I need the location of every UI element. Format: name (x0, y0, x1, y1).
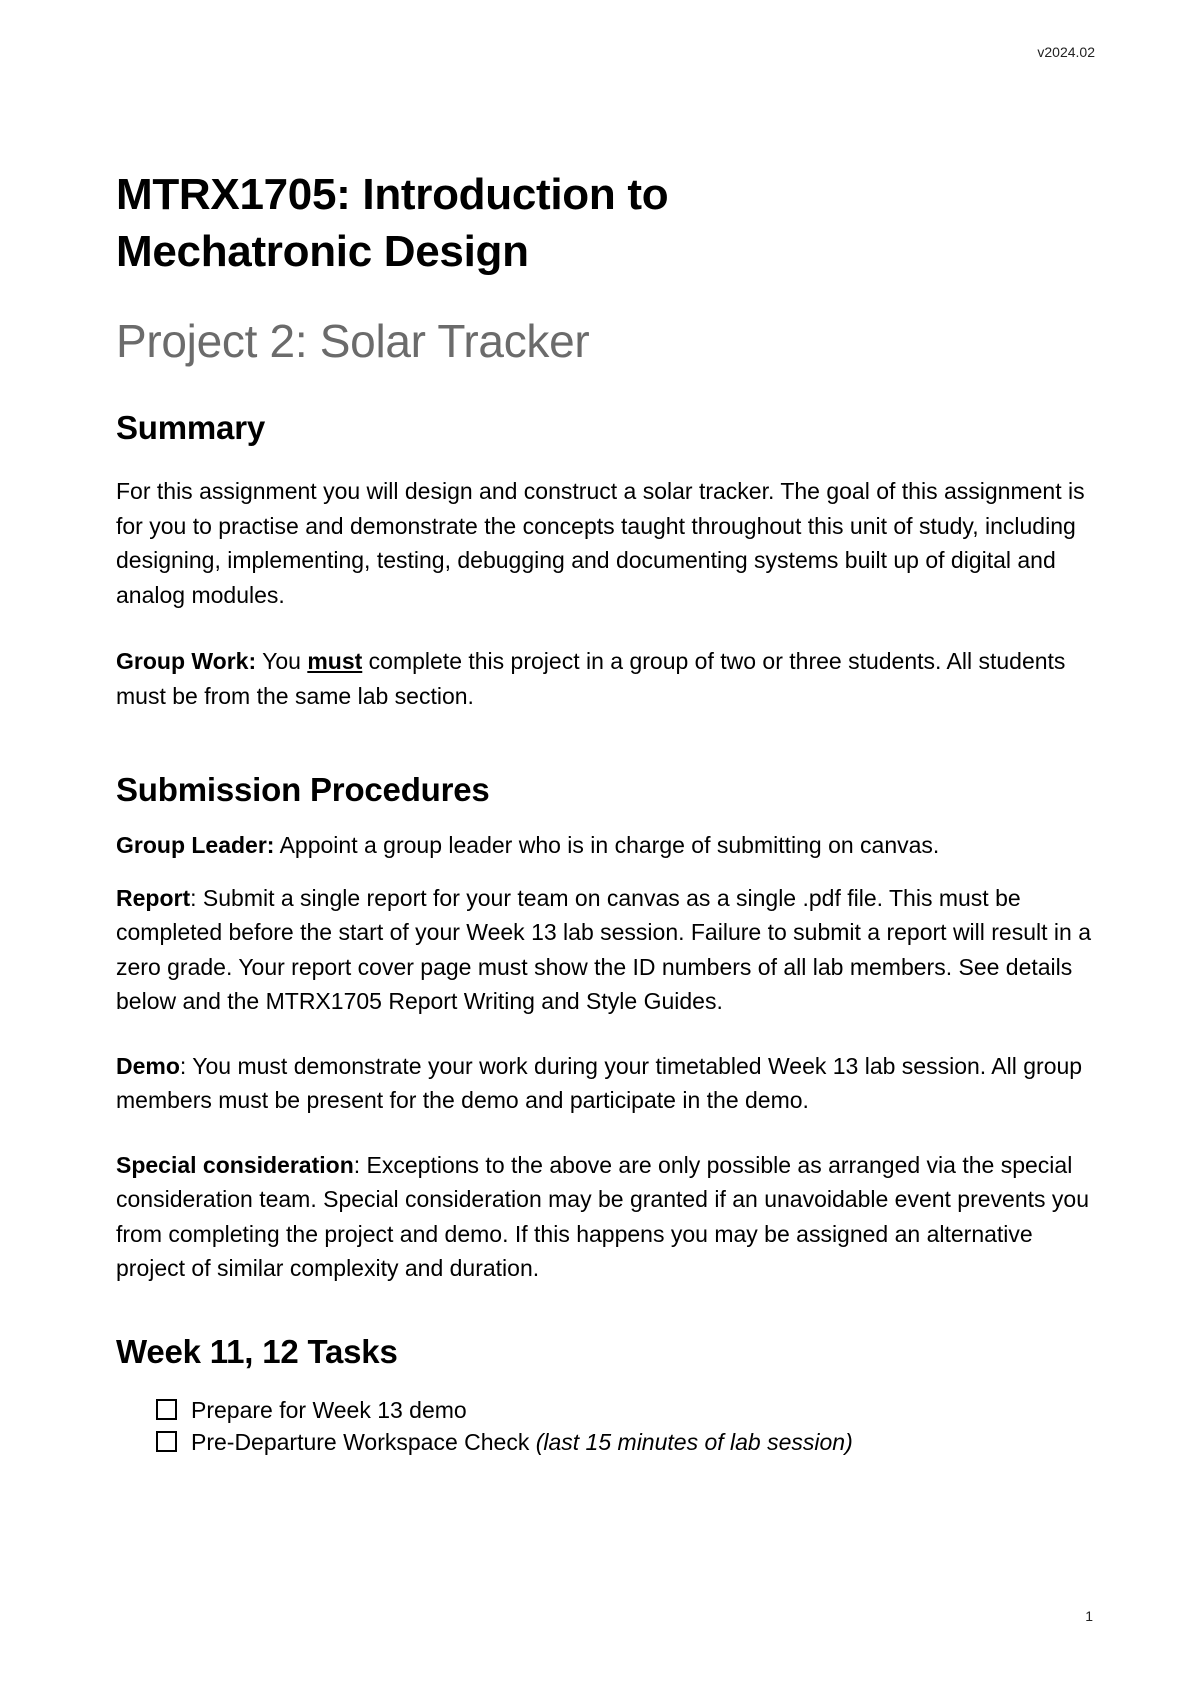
task-text: Prepare for Week 13 demo (191, 1396, 467, 1423)
report-text: : Submit a single report for your team on canvas as a single .pdf file. This must be completed before the start of your Week 13 lab session. Failure to submit a report will result in a zero grade. Your report cover page must show the ID numbers of all lab members. See details below and the MTRX1705 Report Writing and Style Guides. (116, 884, 1091, 1014)
task-item (156, 1394, 1096, 1426)
report-paragraph (116, 881, 1096, 1019)
week-tasks-heading: Week 11, 12 Tasks (116, 1332, 398, 1370)
version-label: v2024.02 (1037, 44, 1095, 60)
group-leader-paragraph (116, 828, 1096, 863)
task-text: Pre-Departure Workspace Check (191, 1428, 536, 1455)
page-number: 1 (1085, 1608, 1093, 1624)
special-consideration-label: Special consideration (116, 1151, 354, 1178)
group-work-emphasis: must (307, 648, 363, 674)
group-work-paragraph (116, 644, 1096, 713)
special-consideration-paragraph (116, 1148, 1096, 1286)
document-subtitle: Project 2: Solar Tracker (116, 315, 590, 367)
demo-paragraph (116, 1049, 1096, 1118)
demo-label: Demo (116, 1052, 180, 1079)
group-leader-label: Group Leader: (116, 832, 275, 858)
document-title (116, 166, 1096, 280)
checkbox-icon[interactable] (156, 1431, 177, 1452)
submission-heading: Submission Procedures (116, 771, 490, 808)
checkbox-icon[interactable] (156, 1399, 177, 1420)
special-consideration-text: : Exceptions to the above are only possible as arranged via the special consideration team. Special consideration may be granted if an unavoidable event prevents you from completing the project and demo. If this happens you may be assigned an alternative project of similar complexity and duration. (116, 1151, 1089, 1281)
task-note: (last 15 minutes of lab session) (535, 1428, 853, 1455)
task-item (156, 1426, 1096, 1458)
title-line-1: MTRX1705: Introduction to (116, 170, 669, 219)
group-work-text-after: complete this project in a group of two or three students. All students must be from the same lab section. (116, 648, 1066, 709)
group-work-label: Group Work: (116, 648, 257, 674)
summary-heading: Summary (116, 409, 266, 446)
summary-paragraph: For this assignment you will design and construct a solar tracker. The goal of this assignment is for you to practise and demonstrate the concepts taught throughout this unit of study, including designing, implementing, testing, debugging and documenting systems built up of digital and analog modules. (116, 478, 1085, 608)
document-body (116, 166, 1096, 1458)
task-list (156, 1394, 1096, 1458)
title-line-2: Mechatronic Design (116, 227, 529, 276)
group-work-text-before: You (256, 648, 308, 674)
demo-text: : You must demonstrate your work during your timetabled Week 13 lab session. All group members must be present for the demo and participate in the demo. (116, 1052, 1083, 1113)
report-label: Report (116, 884, 191, 911)
group-leader-text: Appoint a group leader who is in charge of submitting on canvas. (274, 832, 940, 858)
